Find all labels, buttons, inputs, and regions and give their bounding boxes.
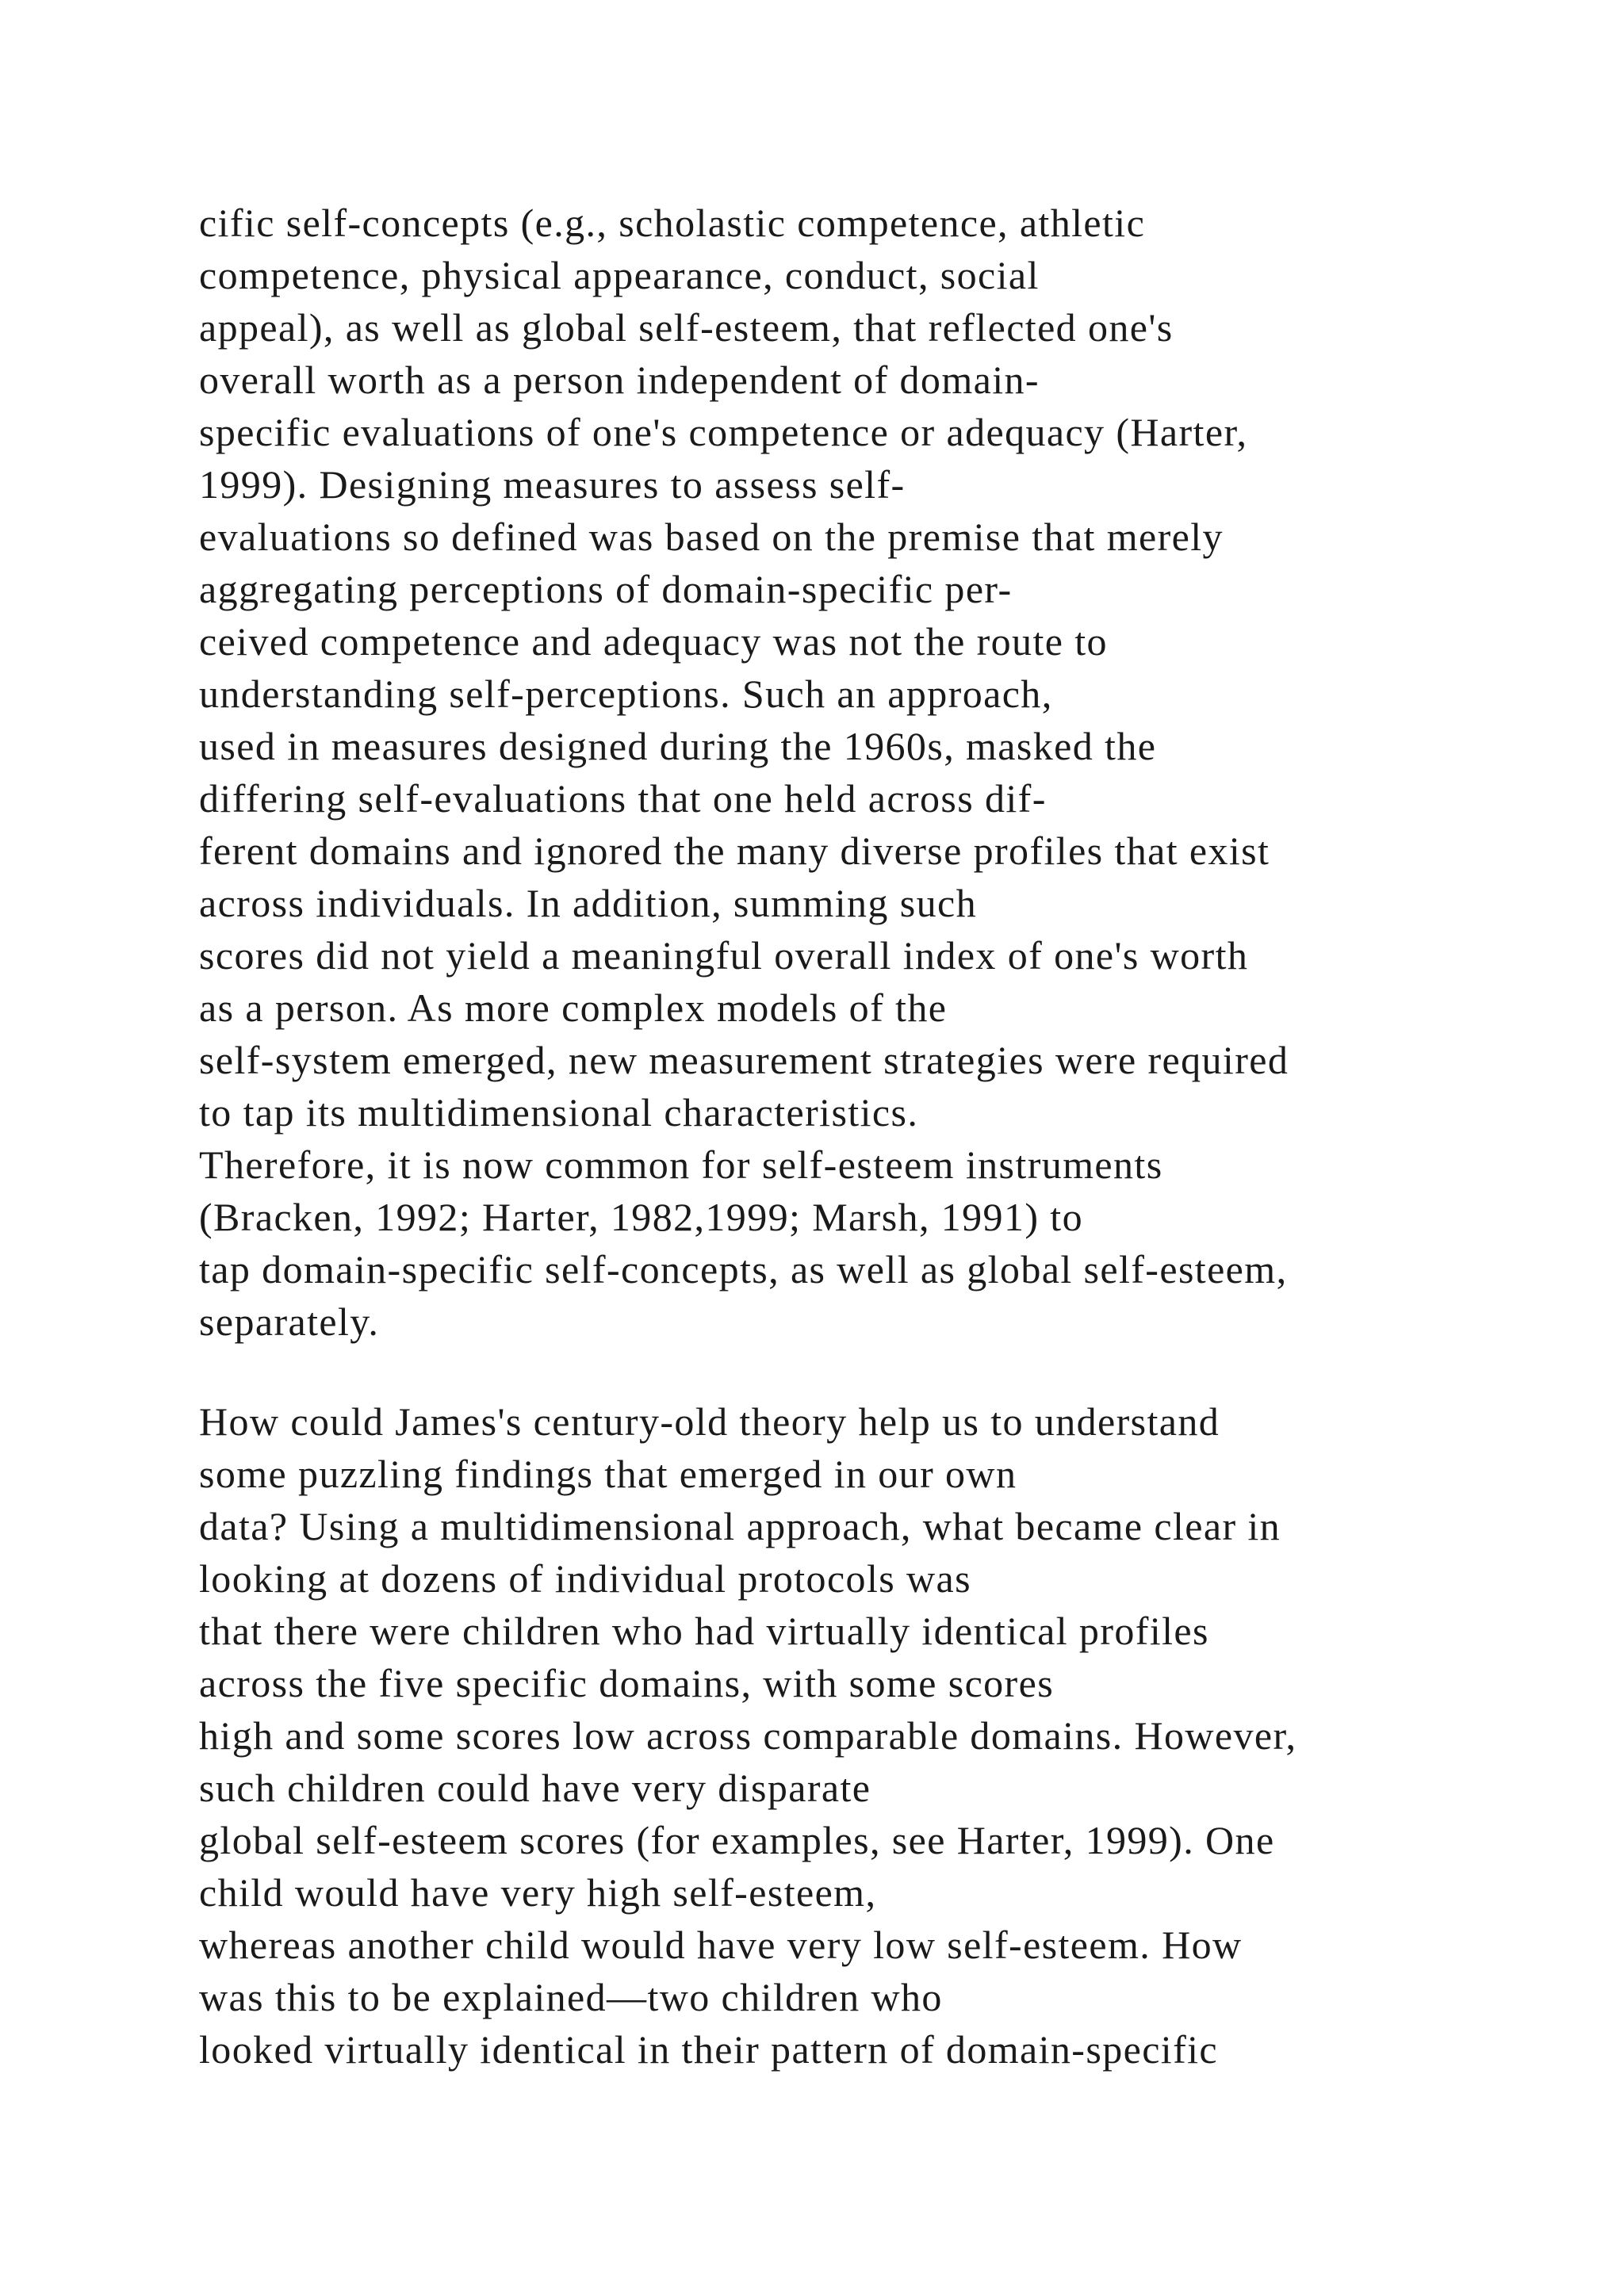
text-line: differing self-evaluations that one held across dif- <box>199 776 1047 821</box>
text-line: across individuals. In addition, summing such <box>199 881 977 925</box>
text-line: overall worth as a person independent of domain- <box>199 358 1040 402</box>
text-line: (Bracken, 1992; Harter, 1982,1999; Marsh, 1991) to <box>199 1195 1083 1239</box>
text-line: that there were children who had virtually identical profiles <box>199 1609 1209 1653</box>
text-line: global self-esteem scores (for examples, see Harter, 1999). One <box>199 1818 1275 1862</box>
text-line: separately. <box>199 1299 380 1344</box>
text-line: whereas another child would have very low self-esteem. How <box>199 1923 1243 1967</box>
text-line: specific evaluations of one's competence or adequacy (Harter, <box>199 410 1248 454</box>
paragraph-2 <box>199 1395 1547 2076</box>
text-line: 1999). Designing measures to assess self- <box>199 462 906 507</box>
text-line: aggregating perceptions of domain-specific per- <box>199 567 1013 611</box>
text-line: to tap its multidimensional characteristics. <box>199 1090 919 1135</box>
text-line: cific self-concepts (e.g., scholastic competence, athletic <box>199 201 1146 245</box>
text-line: tap domain-specific self-concepts, as well as global self-esteem, <box>199 1247 1288 1292</box>
text-line: looked virtually identical in their pattern of domain-specific <box>199 2027 1219 2072</box>
text-line: evaluations so defined was based on the premise that merely <box>199 515 1224 559</box>
paragraph-1 <box>199 197 1547 1348</box>
text-line: such children could have very disparate <box>199 1766 871 1810</box>
text-line: competence, physical appearance, conduct, social <box>199 253 1040 297</box>
text-line: ferent domains and ignored the many diverse profiles that exist <box>199 828 1270 873</box>
text-line: across the five specific domains, with some scores <box>199 1661 1055 1705</box>
text-line: high and some scores low across comparable domains. However, <box>199 1713 1297 1758</box>
text-line: Therefore, it is now common for self-esteem instruments <box>199 1142 1163 1187</box>
text-line: was this to be explained—two children who <box>199 1975 943 2019</box>
text-line: as a person. As more complex models of the <box>199 985 948 1030</box>
text-line: understanding self-perceptions. Such an approach, <box>199 672 1053 716</box>
text-line: scores did not yield a meaningful overall index of one's worth <box>199 933 1249 978</box>
text-line: ceived competence and adequacy was not the route to <box>199 619 1108 664</box>
text-line: used in measures designed during the 1960s, masked the <box>199 724 1157 768</box>
text-line: appeal), as well as global self-esteem, that reflected one's <box>199 305 1174 350</box>
text-line: some puzzling findings that emerged in our own <box>199 1452 1017 1496</box>
text-line: data? Using a multidimensional approach, what became clear in <box>199 1504 1281 1548</box>
text-line: child would have very high self-esteem, <box>199 1870 877 1915</box>
text-line: self-system emerged, new measurement strategies were required <box>199 1038 1289 1082</box>
text-line: looking at dozens of individual protocols was <box>199 1556 971 1601</box>
text-line: How could James's century-old theory help us to understand <box>199 1399 1220 1444</box>
